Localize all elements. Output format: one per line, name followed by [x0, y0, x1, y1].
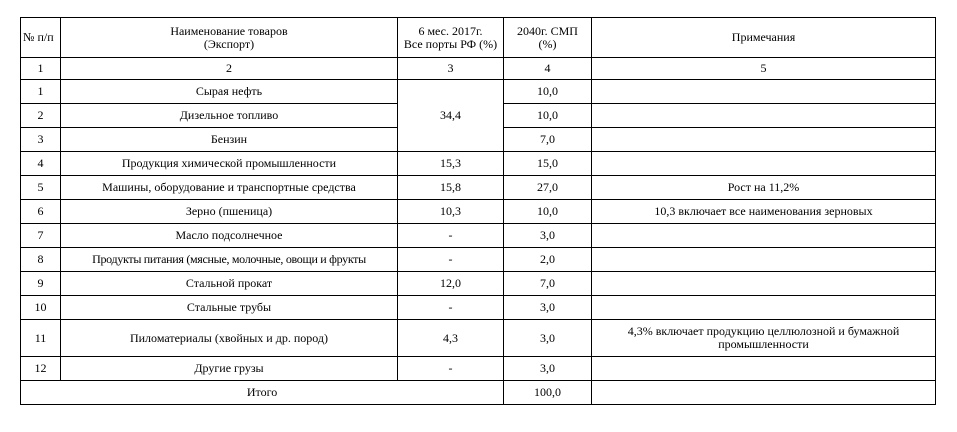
row-2017-merged: 34,4 [398, 80, 504, 152]
row-note [592, 248, 936, 272]
row-2017: - [398, 357, 504, 381]
row-name: Дизельное топливо [61, 104, 398, 128]
table-row [21, 176, 936, 200]
row-2017: 15,3 [398, 152, 504, 176]
row-name: Продукты питания (мясные, молочные, овощи и фрукты [61, 248, 398, 272]
row-2040: 27,0 [504, 176, 592, 200]
table-row [21, 296, 936, 320]
table-row [21, 357, 936, 381]
row-2017: - [398, 296, 504, 320]
row-num: 1 [21, 80, 61, 104]
row-2040: 3,0 [504, 320, 592, 357]
column-index-row [21, 58, 936, 80]
row-note [592, 104, 936, 128]
row-2040: 7,0 [504, 272, 592, 296]
header-notes: Примечания [592, 18, 936, 58]
column-index: 5 [592, 58, 936, 80]
row-note: 10,3 включает все наименования зерновых [592, 200, 936, 224]
header-num: № п/п [21, 18, 61, 58]
row-2040: 10,0 [504, 104, 592, 128]
row-2017: - [398, 224, 504, 248]
row-2017: 10,3 [398, 200, 504, 224]
row-2017: - [398, 248, 504, 272]
column-index: 1 [21, 58, 61, 80]
row-name: Пиломатериалы (хвойных и др. пород) [61, 320, 398, 357]
row-name: Машины, оборудование и транспортные средства [61, 176, 398, 200]
row-name: Стальные трубы [61, 296, 398, 320]
total-row [21, 381, 936, 405]
row-2040: 10,0 [504, 200, 592, 224]
row-note [592, 272, 936, 296]
row-note [592, 128, 936, 152]
row-num: 2 [21, 104, 61, 128]
row-2017: 15,8 [398, 176, 504, 200]
row-name: Сырая нефть [61, 80, 398, 104]
row-num: 10 [21, 296, 61, 320]
row-num: 6 [21, 200, 61, 224]
row-note [592, 357, 936, 381]
row-2040: 3,0 [504, 224, 592, 248]
row-note [592, 296, 936, 320]
table-row [21, 80, 936, 104]
row-num: 9 [21, 272, 61, 296]
table-row [21, 200, 936, 224]
row-num: 5 [21, 176, 61, 200]
row-num: 11 [21, 320, 61, 357]
row-name: Другие грузы [61, 357, 398, 381]
row-2017: 12,0 [398, 272, 504, 296]
row-2040: 2,0 [504, 248, 592, 272]
row-2040: 3,0 [504, 296, 592, 320]
row-2040: 15,0 [504, 152, 592, 176]
column-index: 4 [504, 58, 592, 80]
header-name: Наименование товаров (Экспорт) [61, 18, 398, 58]
cargo-export-table [20, 17, 936, 405]
row-num: 8 [21, 248, 61, 272]
row-2017: 4,3 [398, 320, 504, 357]
total-2040: 100,0 [504, 381, 592, 405]
row-num: 7 [21, 224, 61, 248]
row-note [592, 152, 936, 176]
header-row [21, 18, 936, 58]
row-name: Зерно (пшеница) [61, 200, 398, 224]
row-num: 3 [21, 128, 61, 152]
row-name: Стальной прокат [61, 272, 398, 296]
row-note: 4,3% включает продукцию целлюлозной и бумажной промышленности [592, 320, 936, 357]
header-2017: 6 мес. 2017г. Все порты РФ (%) [398, 18, 504, 58]
row-name: Масло подсолнечное [61, 224, 398, 248]
table-row [21, 272, 936, 296]
row-note: Рост на 11,2% [592, 176, 936, 200]
table-row [21, 320, 936, 357]
row-2040: 7,0 [504, 128, 592, 152]
column-index: 3 [398, 58, 504, 80]
column-index: 2 [61, 58, 398, 80]
row-2040: 3,0 [504, 357, 592, 381]
total-label: Итого [21, 381, 504, 405]
header-2040: 2040г. СМП (%) [504, 18, 592, 58]
row-note [592, 224, 936, 248]
table-row [21, 248, 936, 272]
row-name: Продукция химической промышленности [61, 152, 398, 176]
table-row [21, 224, 936, 248]
row-name: Бензин [61, 128, 398, 152]
row-num: 4 [21, 152, 61, 176]
row-num: 12 [21, 357, 61, 381]
table-row [21, 152, 936, 176]
total-note [592, 381, 936, 405]
row-note [592, 80, 936, 104]
row-2040: 10,0 [504, 80, 592, 104]
